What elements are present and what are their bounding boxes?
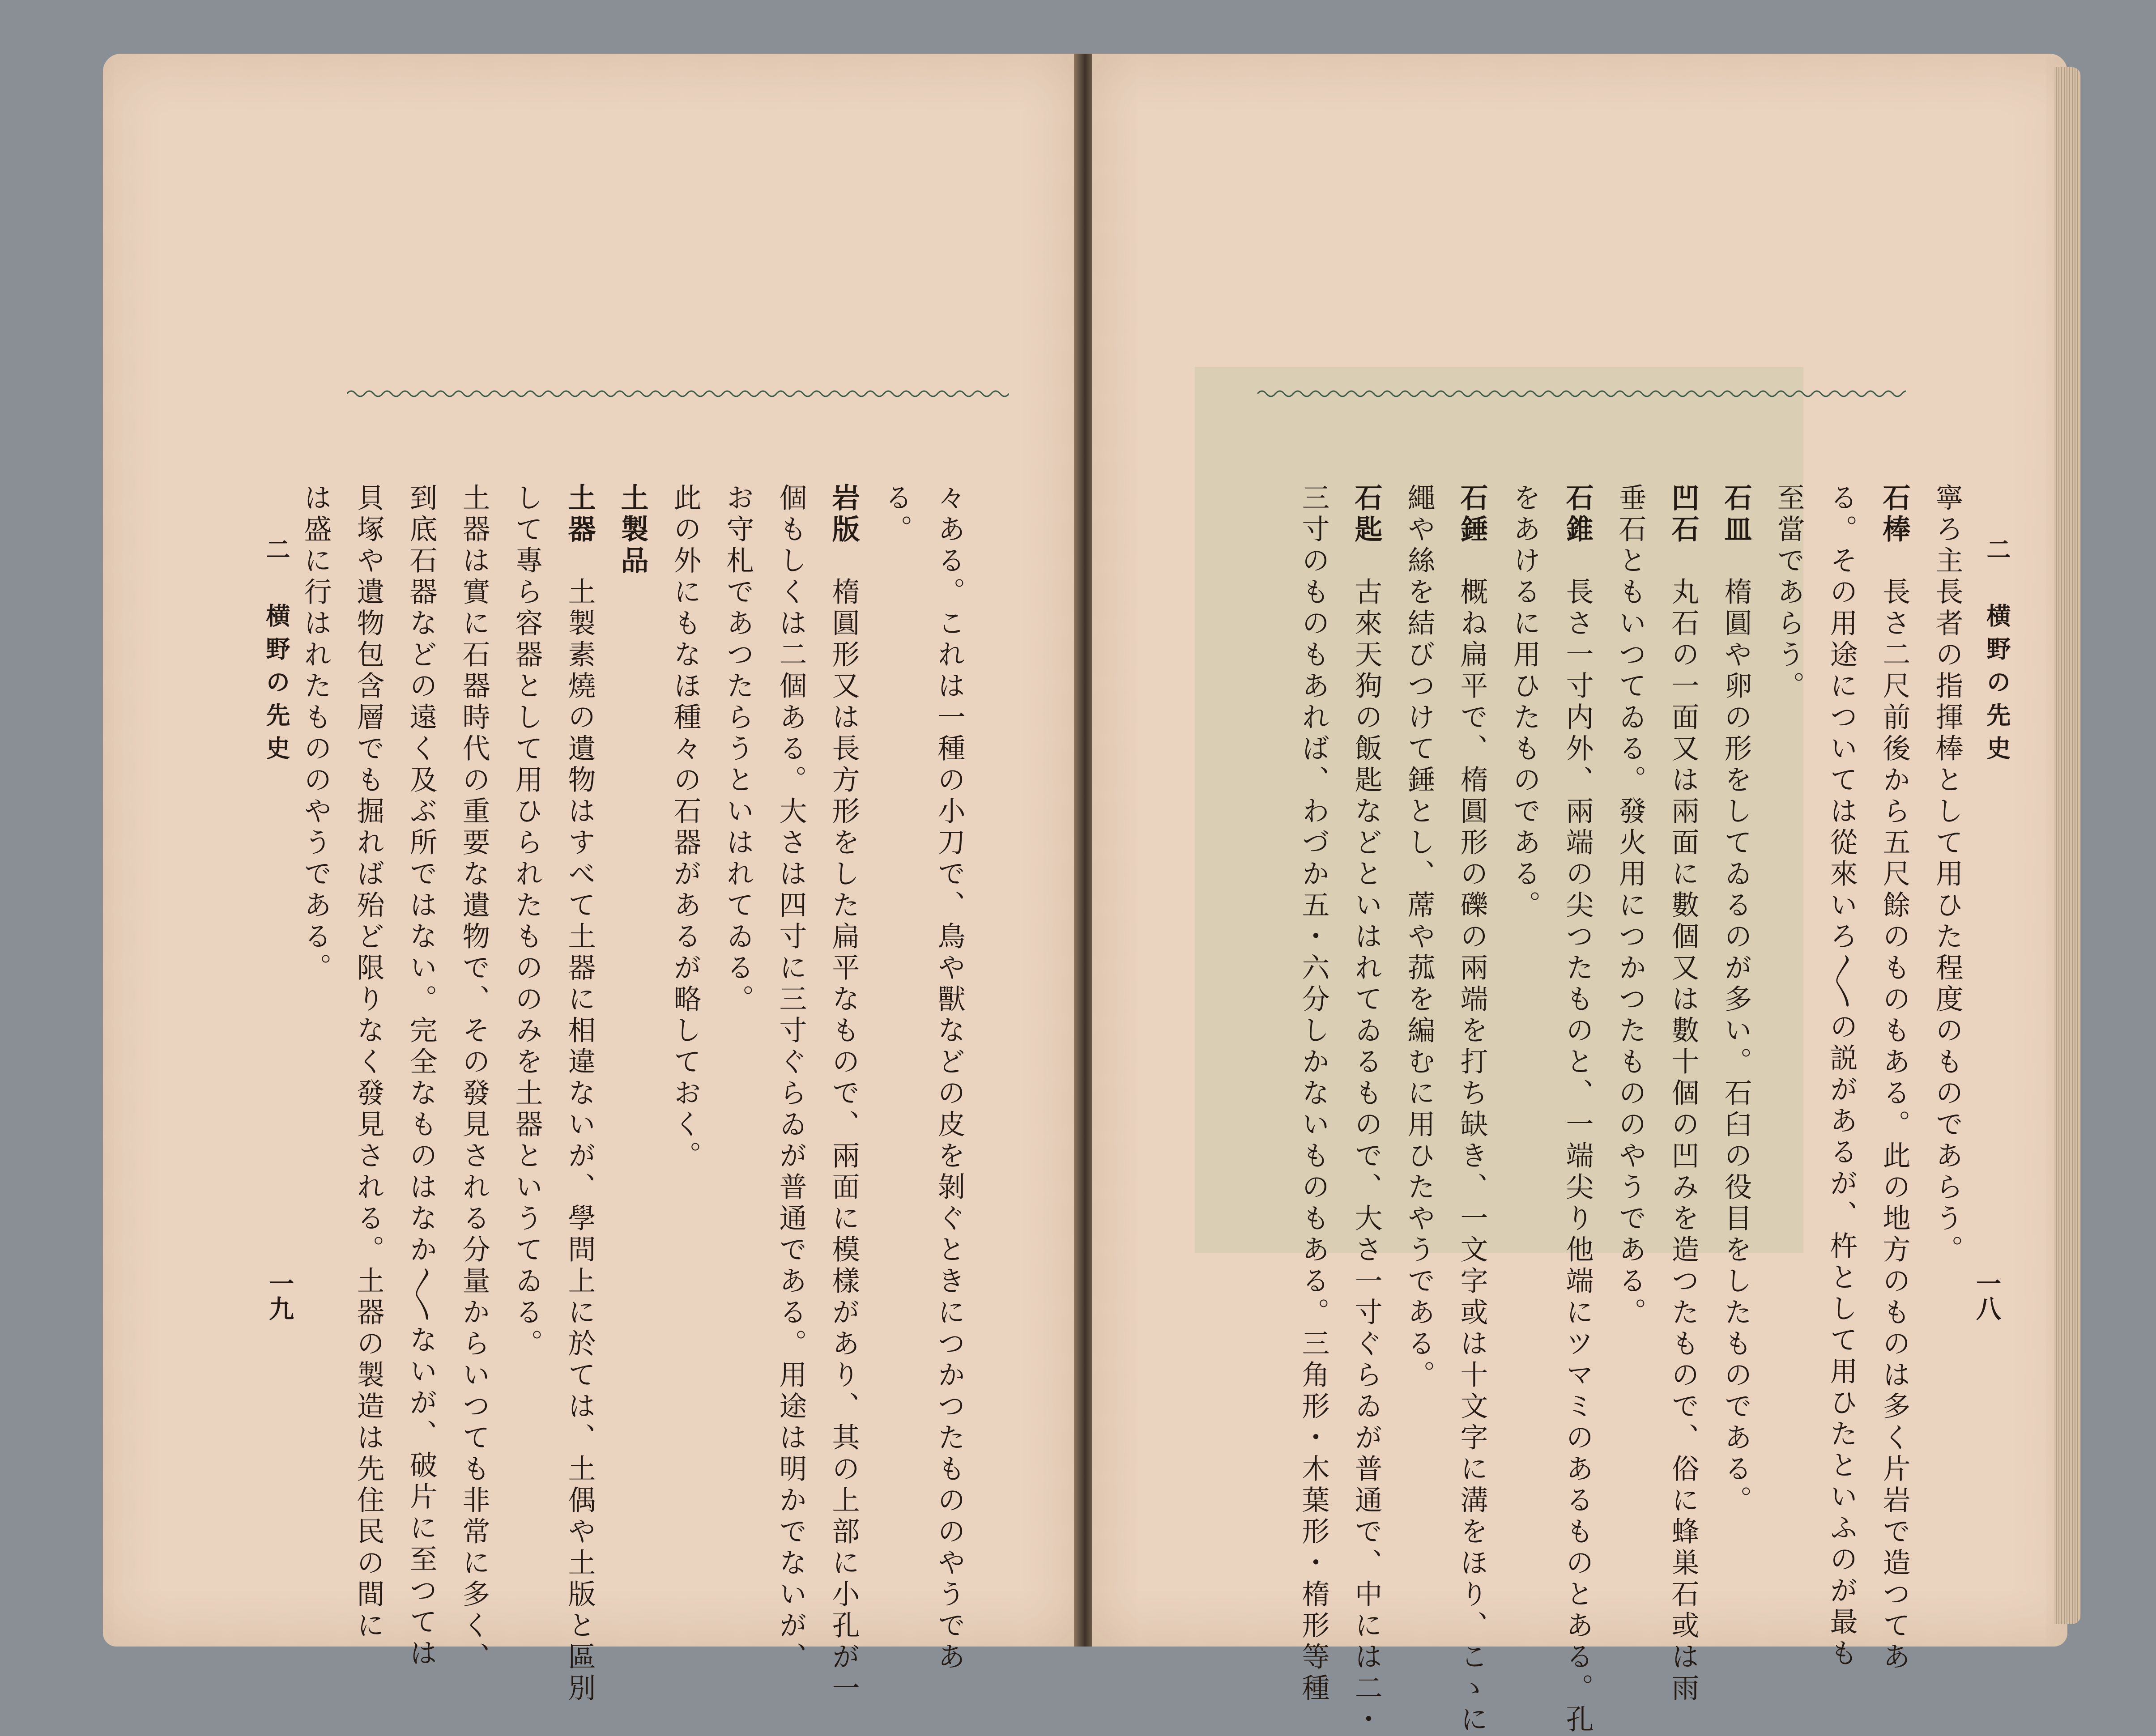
column-text: 々ある。これは一種の小刀で、鳥や獸などの皮を剝ぐときにつかつたもののやうであ [933,483,966,1673]
text-column [1297,483,1330,1705]
wavy-rule-right [1257,387,1906,400]
column-text: 貝塚や遺物包含層でも掘れば殆ど限りなく發見される。土器の製造は先住民の間に [352,483,385,1642]
text-column [513,483,541,1360]
column-text: 楕圓や卵の形をしてゐるのが多い。石臼の役目をしたものである。 [1720,577,1752,1517]
text-column [933,483,966,1673]
text-column [1403,483,1436,1391]
text-column [405,483,438,1670]
column-text: お守札であつたらうといはれてゐる。 [722,483,754,1016]
running-head-right: 二 横野の先史 [1983,537,2011,769]
text-column [1667,483,1700,1705]
text-column [827,483,860,1705]
text-column [1508,483,1541,922]
text-column [1458,483,1486,1736]
column-text: る。 [880,483,913,546]
entry-term: 石錘 [1456,483,1488,546]
column-text: る。その用途については從來いろ〳〵の説があるが、杵として用ひたといふのが最も [1825,483,1858,1670]
column-text: 丸石の一面又は兩面に數個又は數十個の凹みを造つたもので、俗に蜂巣石或は雨 [1667,577,1700,1705]
column-text: 古來天狗の飯匙などといはれてゐるもので、大さ一寸ぐらゐが普通で、中には二・ [1350,577,1383,1736]
page-edges [2054,67,2081,1624]
right-page [1092,54,2067,1736]
column-text: 至當であらう。 [1773,483,1805,702]
page-number-right: 一八 [1972,1271,2002,1321]
entry-term: 土製品 [616,483,649,577]
column-text: 個もしくは二個ある。大さは四寸に三寸ぐらゐが普通である。用途は明かでないが、 [775,483,807,1673]
page-number-left: 一九 [265,1271,294,1321]
text-column [1350,483,1383,1736]
wavy-rule-left [347,387,1009,400]
entry-term: 岩版 [827,483,860,546]
entry-term: 石棒 [1878,483,1911,546]
text-column [1614,483,1647,1329]
text-column [1773,483,1805,702]
column-text: 三寸のものもあれば、わづか五・六分しかないものもある。三角形・木葉形・楕形等種 [1297,483,1330,1705]
column-text: 到底石器などの遠く及ぶ所ではない。完全なものはなか〳〵ないが、破片に至つては [405,483,438,1670]
column-text: 長さ一寸内外、兩端の尖つたものと、一端尖り他端にツマミのあるものとある。孔 [1561,577,1594,1736]
text-column [563,483,596,1705]
column-text: して專ら容器として用ひられたもののみを土器というてゐる。 [511,483,543,1360]
entry-term: 石匙 [1350,483,1383,546]
column-text: は盛に行はれたもののやうである。 [299,483,332,984]
text-column [299,483,332,984]
entry-term: 石錐 [1561,483,1594,546]
text-column [352,483,385,1642]
text-column [460,483,488,1673]
text-column [1931,483,1964,1266]
text-column [616,483,649,577]
column-text: をあけるに用ひたものである。 [1508,483,1541,922]
text-column [669,483,702,1172]
text-column [1561,483,1594,1736]
entry-term: 凹石 [1667,483,1700,546]
text-column [1825,483,1858,1670]
column-text: 土製素燒の遺物はすべて土器に相違ないが、學問上に於ては、土偶や土版と區別 [563,577,596,1705]
column-text: 此の外にもなほ種々の石器があるが略しておく。 [669,483,702,1172]
text-column [880,483,913,546]
text-column [724,483,752,1016]
left-page [103,54,1078,1705]
column-text: 概ね扁平で、楕圓形の礫の兩端を打ち缺き、一文字或は十文字に溝をほり、こゝに [1456,577,1488,1736]
column-text: 土器は實に石器時代の重要な遺物で、その發見される分量からいつても非常に多く、 [458,483,490,1673]
text-column [1878,483,1911,1673]
column-text: 寧ろ主長者の指揮棒として用ひた程度のものであらう。 [1931,483,1964,1266]
book-spread [103,54,2067,1736]
column-text: 垂石ともいつてゐる。發火用につかつたもののやうである。 [1614,483,1647,1329]
column-text: 繩や絲を結びつけて錘とし、蓆や菰を編むに用ひたやうである。 [1403,483,1436,1391]
entry-term: 石皿 [1720,483,1752,546]
column-text: 長さ二尺前後から五尺餘のものもある。此の地方のものは多く片岩で造つてあ [1878,577,1911,1673]
text-column [1722,483,1750,1517]
entry-term: 土器 [563,483,596,546]
column-text: 楕圓形又は長方形をした扁平なもので、兩面に模樣があり、其の上部に小孔が一 [827,577,860,1705]
running-head-left: 二 横野の先史 [262,537,291,769]
text-column [777,483,805,1673]
